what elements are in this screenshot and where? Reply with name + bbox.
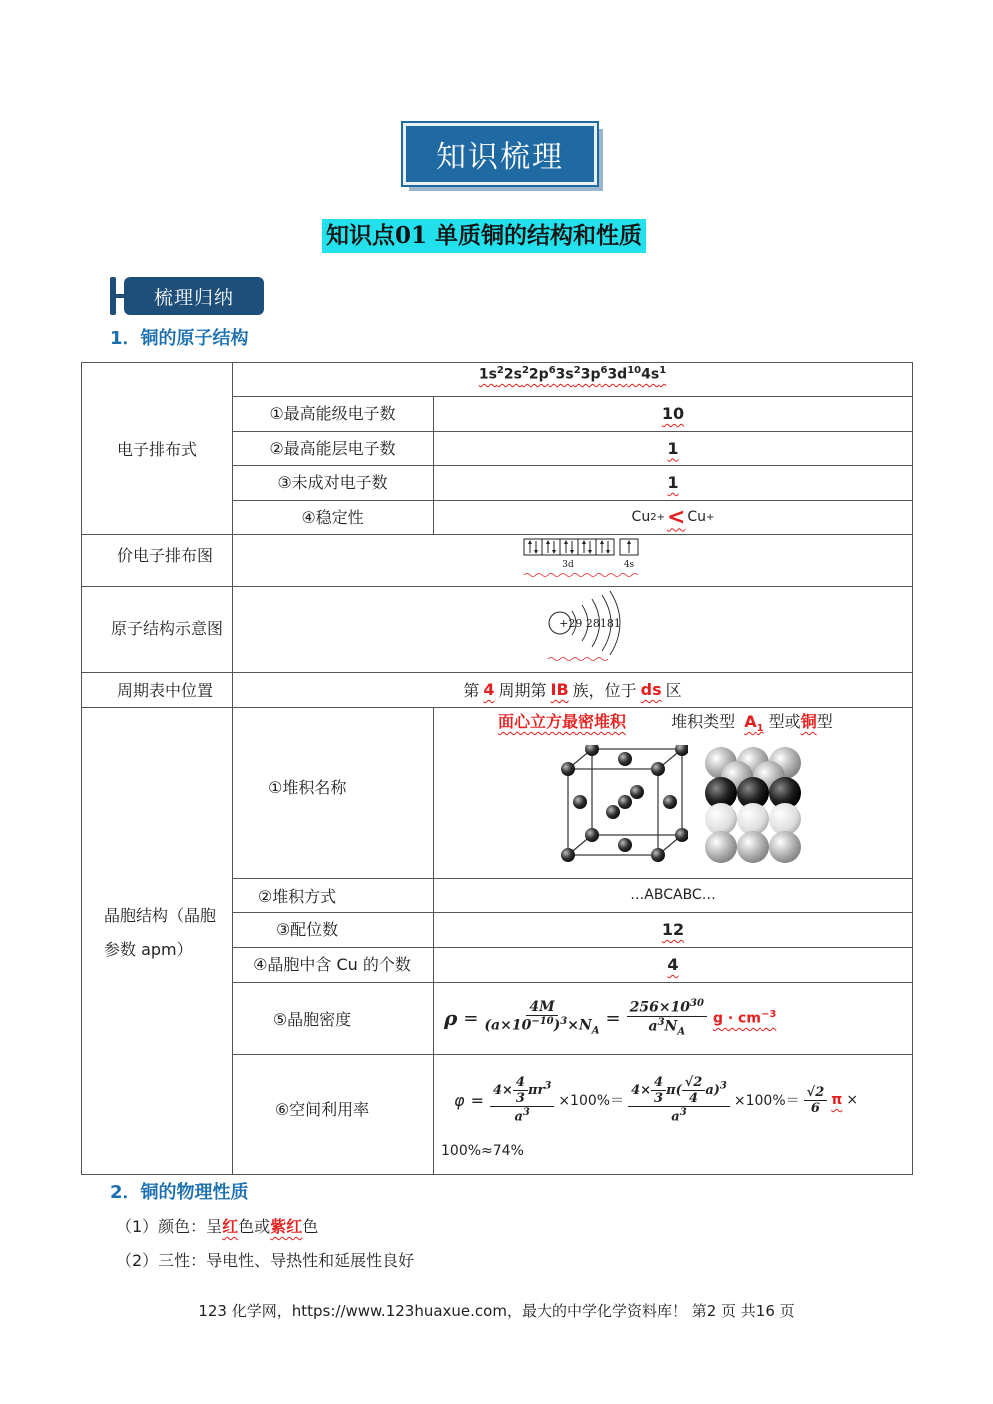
label-stack-mode: ②堆积方式 — [257, 886, 337, 906]
label-highest-shell-electrons: ②最高能层电子数 — [269, 438, 396, 458]
svg-text:+29 28181: +29 28181 — [559, 617, 621, 630]
section-banner: 知识梳理 — [403, 123, 597, 185]
electron-config-value: $1s^22s^22p^63s^23p^63d^{10}4s^1$ — [478, 365, 667, 383]
value-unpaired-electrons: 1 — [667, 473, 679, 492]
atomic-structure-table — [81, 362, 913, 1175]
space-utilization-result: 100%≈74% — [441, 1143, 524, 1159]
value-atoms-per-cell: 4 — [667, 955, 679, 974]
label-atomic-structure: 原子结构示意图 — [110, 619, 223, 638]
svg-text:3d: 3d — [562, 560, 574, 570]
value-highest-sublevel-electrons: 10 — [661, 404, 685, 423]
label-electron-config: 电子排布式 — [116, 440, 197, 459]
page-footer: 123 化学网，https://www.123huaxue.com，最大的中学化学资料库！ 第2 页 共16 页 — [198, 1302, 795, 1320]
section-heading-atomic-structure: 1．铜的原子结构 — [110, 328, 249, 349]
valence-orbital-diagram — [522, 537, 642, 581]
label-crystal-cell: 晶胞结构（晶胞参数 apm） — [104, 906, 217, 959]
label-atoms-per-cell: ④晶胞中含 Cu 的个数 — [253, 954, 411, 974]
svg-text:4s: 4s — [623, 560, 635, 570]
section-heading-physical-properties: 2．铜的物理性质 — [110, 1182, 249, 1203]
knowledge-point-title: 知识点01 单质铜的结构和性质 — [322, 219, 646, 253]
label-valence-diagram: 价电子排布图 — [116, 545, 213, 565]
label-cell-density: ⑤晶胞密度 — [272, 1009, 352, 1029]
space-utilization-formula: φ = 4× $\frac{4}{3}$ $\pi r^3$ $a^3$ ×100%＝ 4× $\frac{4}{3}$ π( $\frac{√2}{4}$ a)$^3$ $a^3$ ×100%＝ $\frac{√2}{6}$ π × — [454, 1075, 859, 1125]
value-coordination-number: 12 — [661, 920, 685, 939]
value-period-position: 第 4 周期第 IB 族，位于 ds 区 — [463, 680, 682, 700]
value-stability: Cu 2+ < Cu + — [631, 504, 715, 530]
label-space-utilization: ⑥空间利用率 — [274, 1099, 370, 1119]
atomic-structure-diagram — [544, 589, 624, 661]
label-unpaired-electrons: ③未成对电子数 — [277, 472, 388, 492]
density-formula: ρ = $\frac{4M}{(a\times 10^{-10})^3\times N_A}$ = $\frac{256\times 10^{30}}{a^3N_A}$ $g \cdot cm^{-3}$ — [444, 998, 777, 1038]
physical-property-color: （1）颜色：呈红色或紫红色 — [116, 1217, 319, 1236]
value-stack-name: 面心立方最密堆积 堆积类型 $A_1$ 型或铜型 — [498, 712, 833, 735]
value-stack-mode: …ABCABC… — [630, 887, 716, 903]
label-period-position: 周期表中位置 — [116, 681, 213, 700]
label-highest-sublevel-electrons: ①最高能级电子数 — [269, 403, 396, 423]
close-packing-diagram — [704, 747, 802, 865]
physical-property-three: （2）三性：导电性、导热性和延展性良好 — [116, 1251, 415, 1270]
label-coordination-number: ③配位数 — [275, 919, 339, 939]
label-stability: ④稳定性 — [301, 507, 364, 527]
summary-tag: 梳理归纳 — [124, 277, 264, 315]
label-stack-name: ①堆积名称 — [268, 778, 347, 797]
value-highest-shell-electrons: 1 — [667, 438, 679, 458]
fcc-unit-cell-diagram — [558, 745, 688, 863]
